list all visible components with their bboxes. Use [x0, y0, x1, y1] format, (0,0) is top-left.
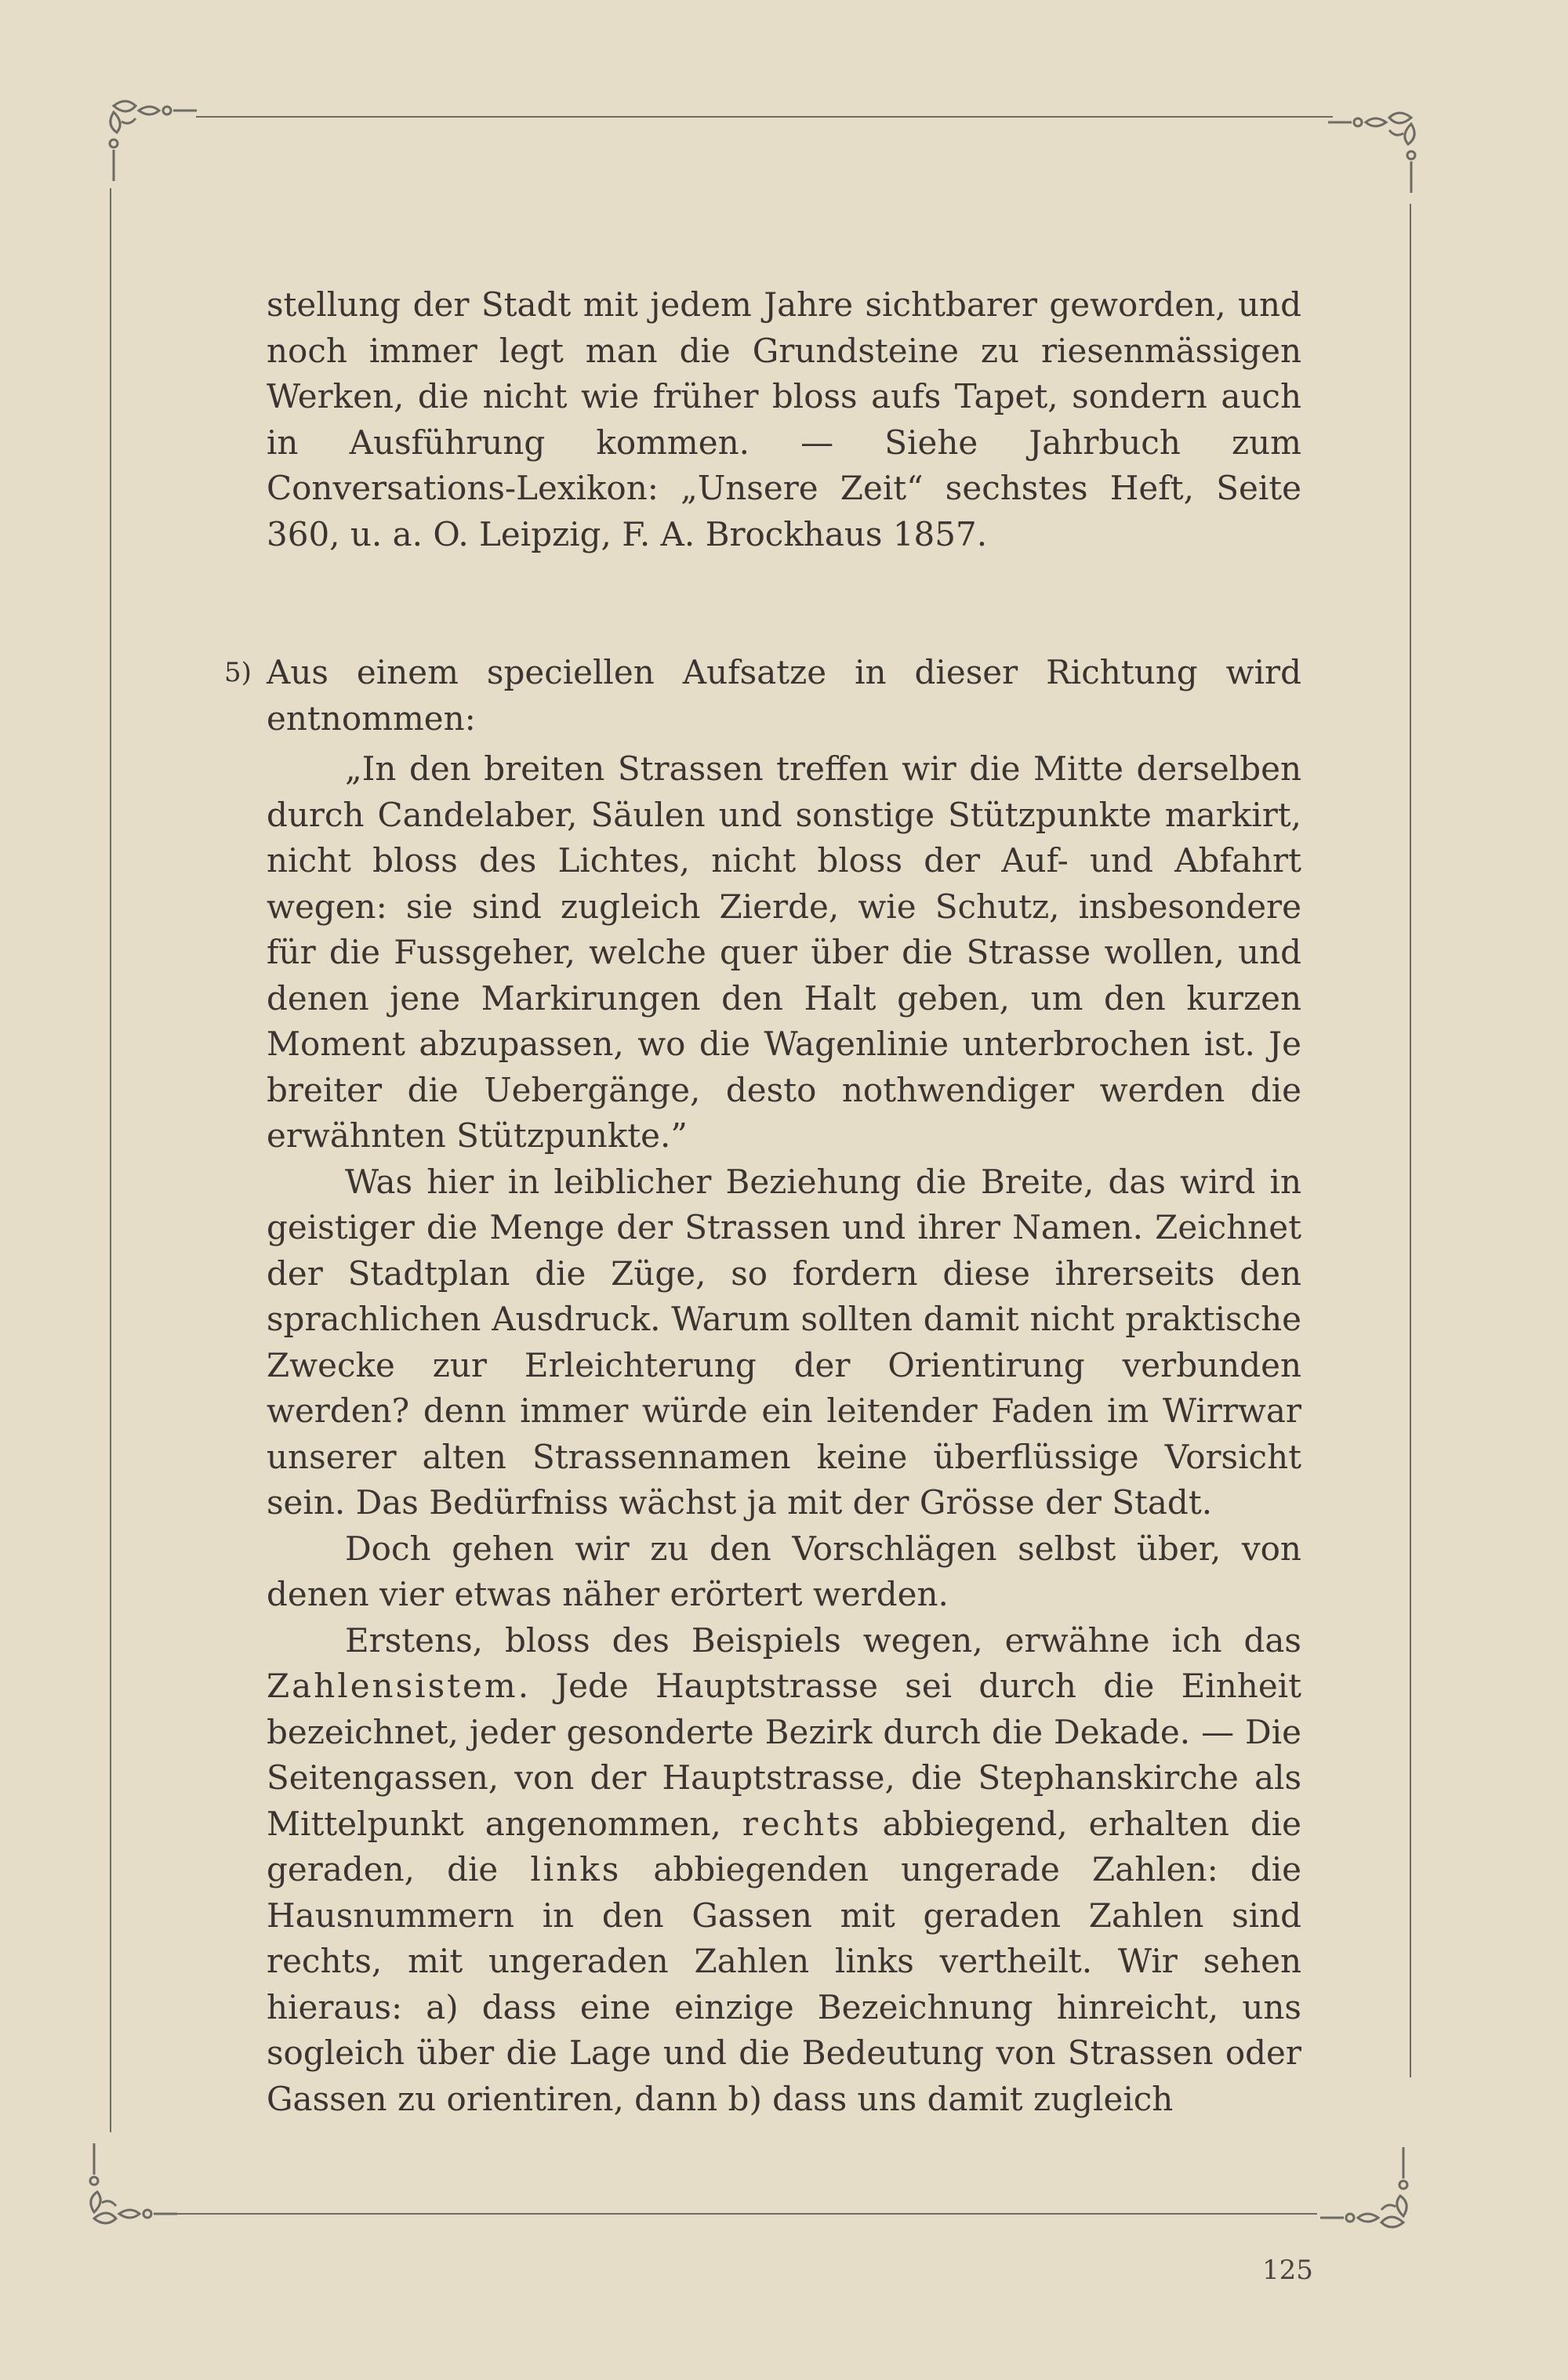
paragraph-3-part-d: abbiegenden ungerade Zahlen: die Hausnummern in den Gassen mit geraden Zahlen sind rechts, mit ungeraden Zahlen links vertheilt. Wir sehen hieraus: a) dass eine einzige Bezeichnung hinreicht, uns sogleich über die Lage und die Bedeutung von Strassen oder Gassen zu orientiren, dann b) dass uns damit zugleich	[267, 1850, 1302, 2118]
paragraph-1: Was hier in leiblicher Beziehung die Breite, das wird in geistiger die Menge der Strassen und ihrer Namen. Zeichnet der Stadtplan die Züge, so fordern diese ihrerseits den sprachlichen Ausdruck. Warum sollten damit nicht praktische Zwecke zur Erleichterung der Orientirung verbunden werden? denn immer würde ein leitender Faden im Wirrwar unserer alten Strassennamen keine überflüssige Vorsicht sein. Das Bedürfniss wächst ja mit der Grösse der Stadt.	[267, 1162, 1301, 1522]
paragraph-2: Doch gehen wir zu den Vorschlägen selbst über, von denen vier etwas näher erörtert werden.	[267, 1529, 1301, 1613]
corner-ornament-bottom-right	[1317, 2136, 1419, 2238]
footnote-5	[224, 650, 1302, 2122]
emphasis-links: links	[530, 1850, 622, 1888]
corner-ornament-bottom-left	[78, 2132, 180, 2234]
page-text	[224, 282, 1302, 2122]
corner-ornament-top-right	[1325, 102, 1427, 204]
page-number: 125	[1262, 2255, 1313, 2286]
corner-ornament-top-left	[98, 90, 200, 192]
emphasis-rechts: rechts	[742, 1804, 862, 1843]
emphasis-zahlensistem: Zahlensistem	[267, 1667, 518, 1705]
frame-bottom-line	[172, 2213, 1317, 2215]
frame-top-line	[196, 116, 1333, 118]
footnote-intro: Aus einem speciellen Aufsatze in dieser Richtung wird entnommen:	[267, 653, 1301, 738]
paragraph-3-part-c: abbiegend, erhalten die geraden, die	[267, 1804, 1301, 1888]
paragraph-3	[267, 1618, 1301, 2123]
frame-left-line	[110, 188, 111, 2132]
footnote-continuation: stellung der Stadt mit jedem Jahre sichtbarer geworden, und noch immer legt man die Grundsteine zu riesenmässigen Werken, die nicht wie früher bloss aufs Tapet, sondern auch in Ausführung kommen. — Siehe Jahrbuch zum Conversations-Lexikon: „Unsere Zeit“ sechstes Heft, Seite 360, u. a. O. Leipzig, F. A. Brockhaus 1857.	[267, 285, 1301, 553]
block-quote: „In den breiten Strassen treffen wir die Mitte derselben durch Candelaber, Säulen und sonstige Stützpunkte markirt, nicht bloss des Lichtes, nicht bloss der Auf- und Abfahrt wegen: sie sind zugleich Zierde, wie Schutz, insbesondere für die Fussgeher, welche quer über die Strasse wollen, und denen jene Markirungen den Halt geben, um den kurzen Moment abzupassen, wo die Wagenlinie unterbrochen ist. Je breiter die Uebergänge, desto nothwendiger werden die erwähnten Stützpunkte.”	[267, 749, 1301, 1155]
footnote-marker: 5)	[224, 657, 252, 688]
paragraph-3-part-b: . Jede Hauptstrasse sei durch die Einheit bezeichnet, jeder gesonderte Bezirk durch die Dekade. — Die Seitengassen, von der Hauptstrasse, die Stephanskirche als Mittelpunkt angenommen,	[267, 1667, 1301, 1843]
frame-right-line	[1410, 204, 1411, 2077]
paragraph-3-part-a: Erstens, bloss des Beispiels wegen, erwähne ich das	[345, 1620, 1301, 1660]
